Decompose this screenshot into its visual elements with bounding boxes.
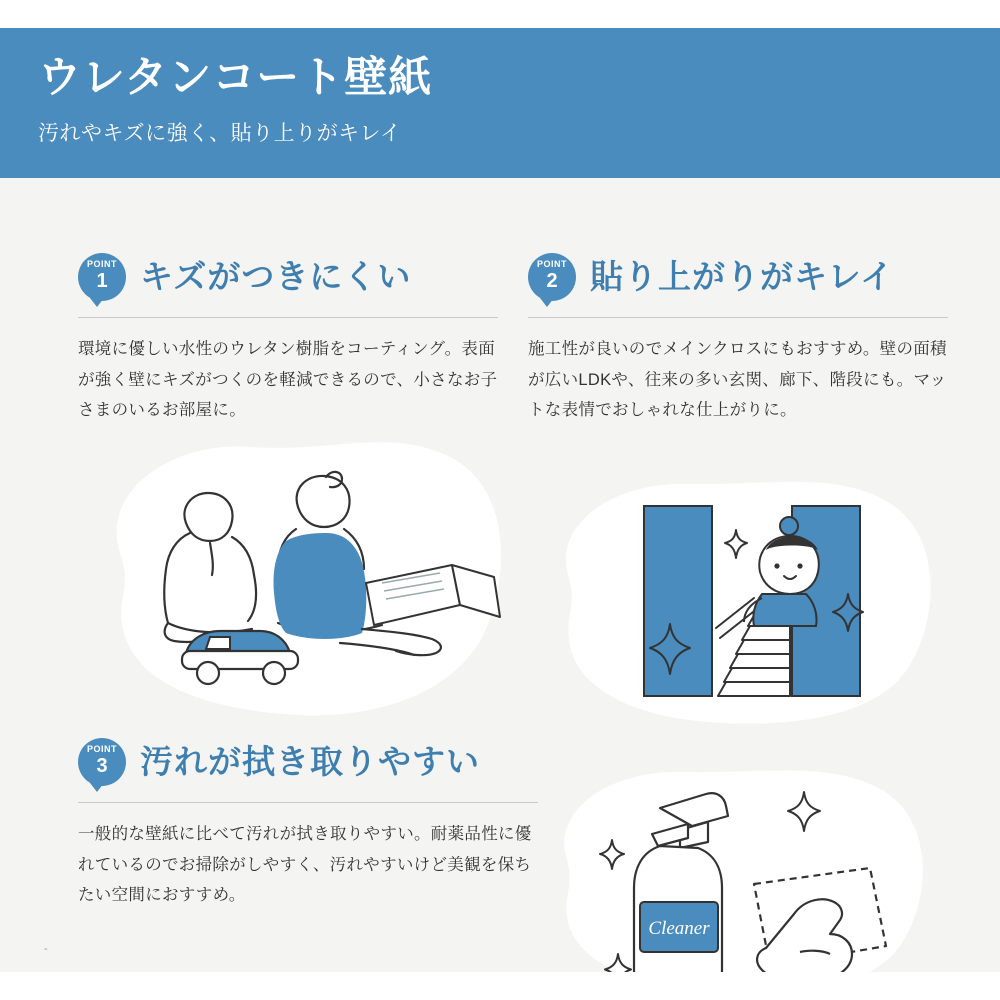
divider-2 (528, 317, 948, 318)
point-block-2 (528, 253, 948, 426)
divider-1 (78, 317, 498, 318)
point-badge-label-2: POINT (536, 259, 567, 269)
point-badge-2 (528, 253, 576, 301)
point-badge-label-1: POINT (86, 259, 117, 269)
point-header-2 (528, 253, 948, 301)
point-block-1 (78, 253, 498, 426)
point-badge-number-3: 3 (96, 755, 108, 777)
point-body-2: 施工性が良いのでメインクロスにもおすすめ。壁の面積が広いLDKや、往来の多い玄関、廊下、階段にも。マットな表情でおしゃれな仕上がりに。 (528, 340, 947, 420)
children-playing-illustration (90, 433, 520, 723)
point-body-3: 一般的な壁紙に比べて汚れが拭き取りやすい。耐薬品性に優れているのでお掃除がしやすく、汚れやすいけど美観を保ちたい空間におすすめ。 (78, 825, 532, 905)
point-badge-1 (78, 253, 126, 301)
point-badge-label-3: POINT (86, 744, 117, 754)
spray-cleaner-svg (548, 768, 948, 972)
divider-3 (78, 802, 538, 803)
header-banner (0, 28, 1000, 178)
point-header-3 (78, 738, 538, 786)
points-section (0, 178, 1000, 972)
staircase-svg (548, 478, 948, 728)
point-title-1: キズがつきにくい (140, 257, 412, 295)
point-header-1 (78, 253, 498, 301)
point-block-3 (78, 738, 538, 911)
point-badge-number-1: 1 (96, 270, 108, 292)
point-badge-3 (78, 738, 126, 786)
footnote: - (44, 943, 48, 955)
children-playing-svg (90, 433, 520, 723)
spray-cleaner-illustration (548, 768, 948, 972)
point-title-3: 汚れが拭き取りやすい (140, 742, 480, 780)
staircase-girl-illustration (548, 478, 948, 728)
point-badge-number-2: 2 (546, 270, 558, 292)
cleaner-bottle-label: Cleaner (648, 918, 710, 939)
page-subtitle: 汚れやキズに強く、貼り上りがキレイ (38, 122, 402, 146)
point-title-2: 貼り上がりがキレイ (590, 257, 895, 295)
point-body-1: 環境に優しい水性のウレタン樹脂をコーティング。表面が強く壁にキズがつくのを軽減できるので、小さなお子さまのいるお部屋に。 (78, 340, 498, 420)
content-frame (0, 28, 1000, 972)
page-title: ウレタンコート壁紙 (38, 54, 433, 102)
